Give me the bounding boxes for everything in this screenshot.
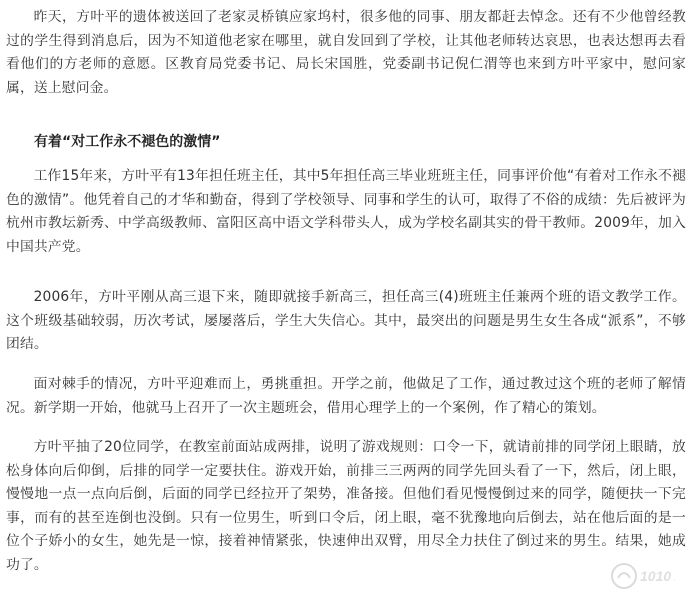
- watermark-logo-icon: [610, 560, 688, 592]
- section-heading: 有着“对工作永不褪色的激情”: [34, 134, 221, 150]
- paragraph-4: 面对棘手的情况，方叶平迎难而上，勇挑重担。开学之前，他做足了工作，通过教过这个班的老师了解情况。新学期一开始，他就马上召开了一次主题班会，借用心理学上的一个案例，作了精心的策划。: [6, 376, 686, 416]
- svg-text:.: .: [673, 573, 676, 584]
- watermark-logo-graphic: [610, 560, 688, 592]
- paragraph-2: 工作15年来，方叶平有13年担任班主任，其中5年担任高三毕业班班主任，同事评价他“有着对工作永不褪色的激情”。他凭着自己的才华和勤奋，得到了学校领导、同事和学生的认可，取得了不俗的成绩：先后被评为杭州市教坛新秀、中学高级教师、富阳区高中语文学科带头人，成为学校名副其实的骨干教师。2009年，加入中国共产党。: [6, 168, 686, 255]
- paragraph-1: 昨天，方叶平的遗体被送回了老家灵桥镇应家坞村，很多他的同事、朋友都赶去悼念。还有不少他曾经教过的学生得到消息后，因为不知道他老家在哪里，就自发回到了学校，让其他老师转达哀思，也表达想再去看看他们的方老师的意愿。区教育局党委书记、局长宋国胜，党委副书记倪仁渭等也来到方叶平家中，慰问家属，送上慰问金。: [6, 9, 686, 96]
- paragraph-3: 2006年，方叶平刚从高三退下来，随即就接手新高三，担任高三(4)班班主任兼两个班的语文教学工作。这个班级基础较弱，历次考试，屡屡落后，学生大失信心。其中，最突出的问题是男生女生各成“派系”，不够团结。: [6, 289, 686, 353]
- paragraph-5: 方叶平抽了20位同学，在教室前面站成两排，说明了游戏规则：口令一下，就请前排的同学闭上眼睛，放松身体向后仰倒，后排的同学一定要扶住。游戏开始，前排三三两两的同学先回头看了一下，然后，闭上眼，慢慢地一点一点向后倒，后面的同学已经拉开了架势，准备接。但他们看见慢慢倒过来的同学，随便扶一下完事，而有的甚至连倒也没倒。只有一位男生，听到口令后，闭上眼，毫不犹豫地向后倒去，站在他后面的是一位个子娇小的女生，她先是一惊，接着神情紧张，快速伸出双臂，用尽全力扶住了倒过来的男生。结果，她成功了。: [6, 439, 686, 573]
- svg-text:1010: 1010: [640, 568, 672, 584]
